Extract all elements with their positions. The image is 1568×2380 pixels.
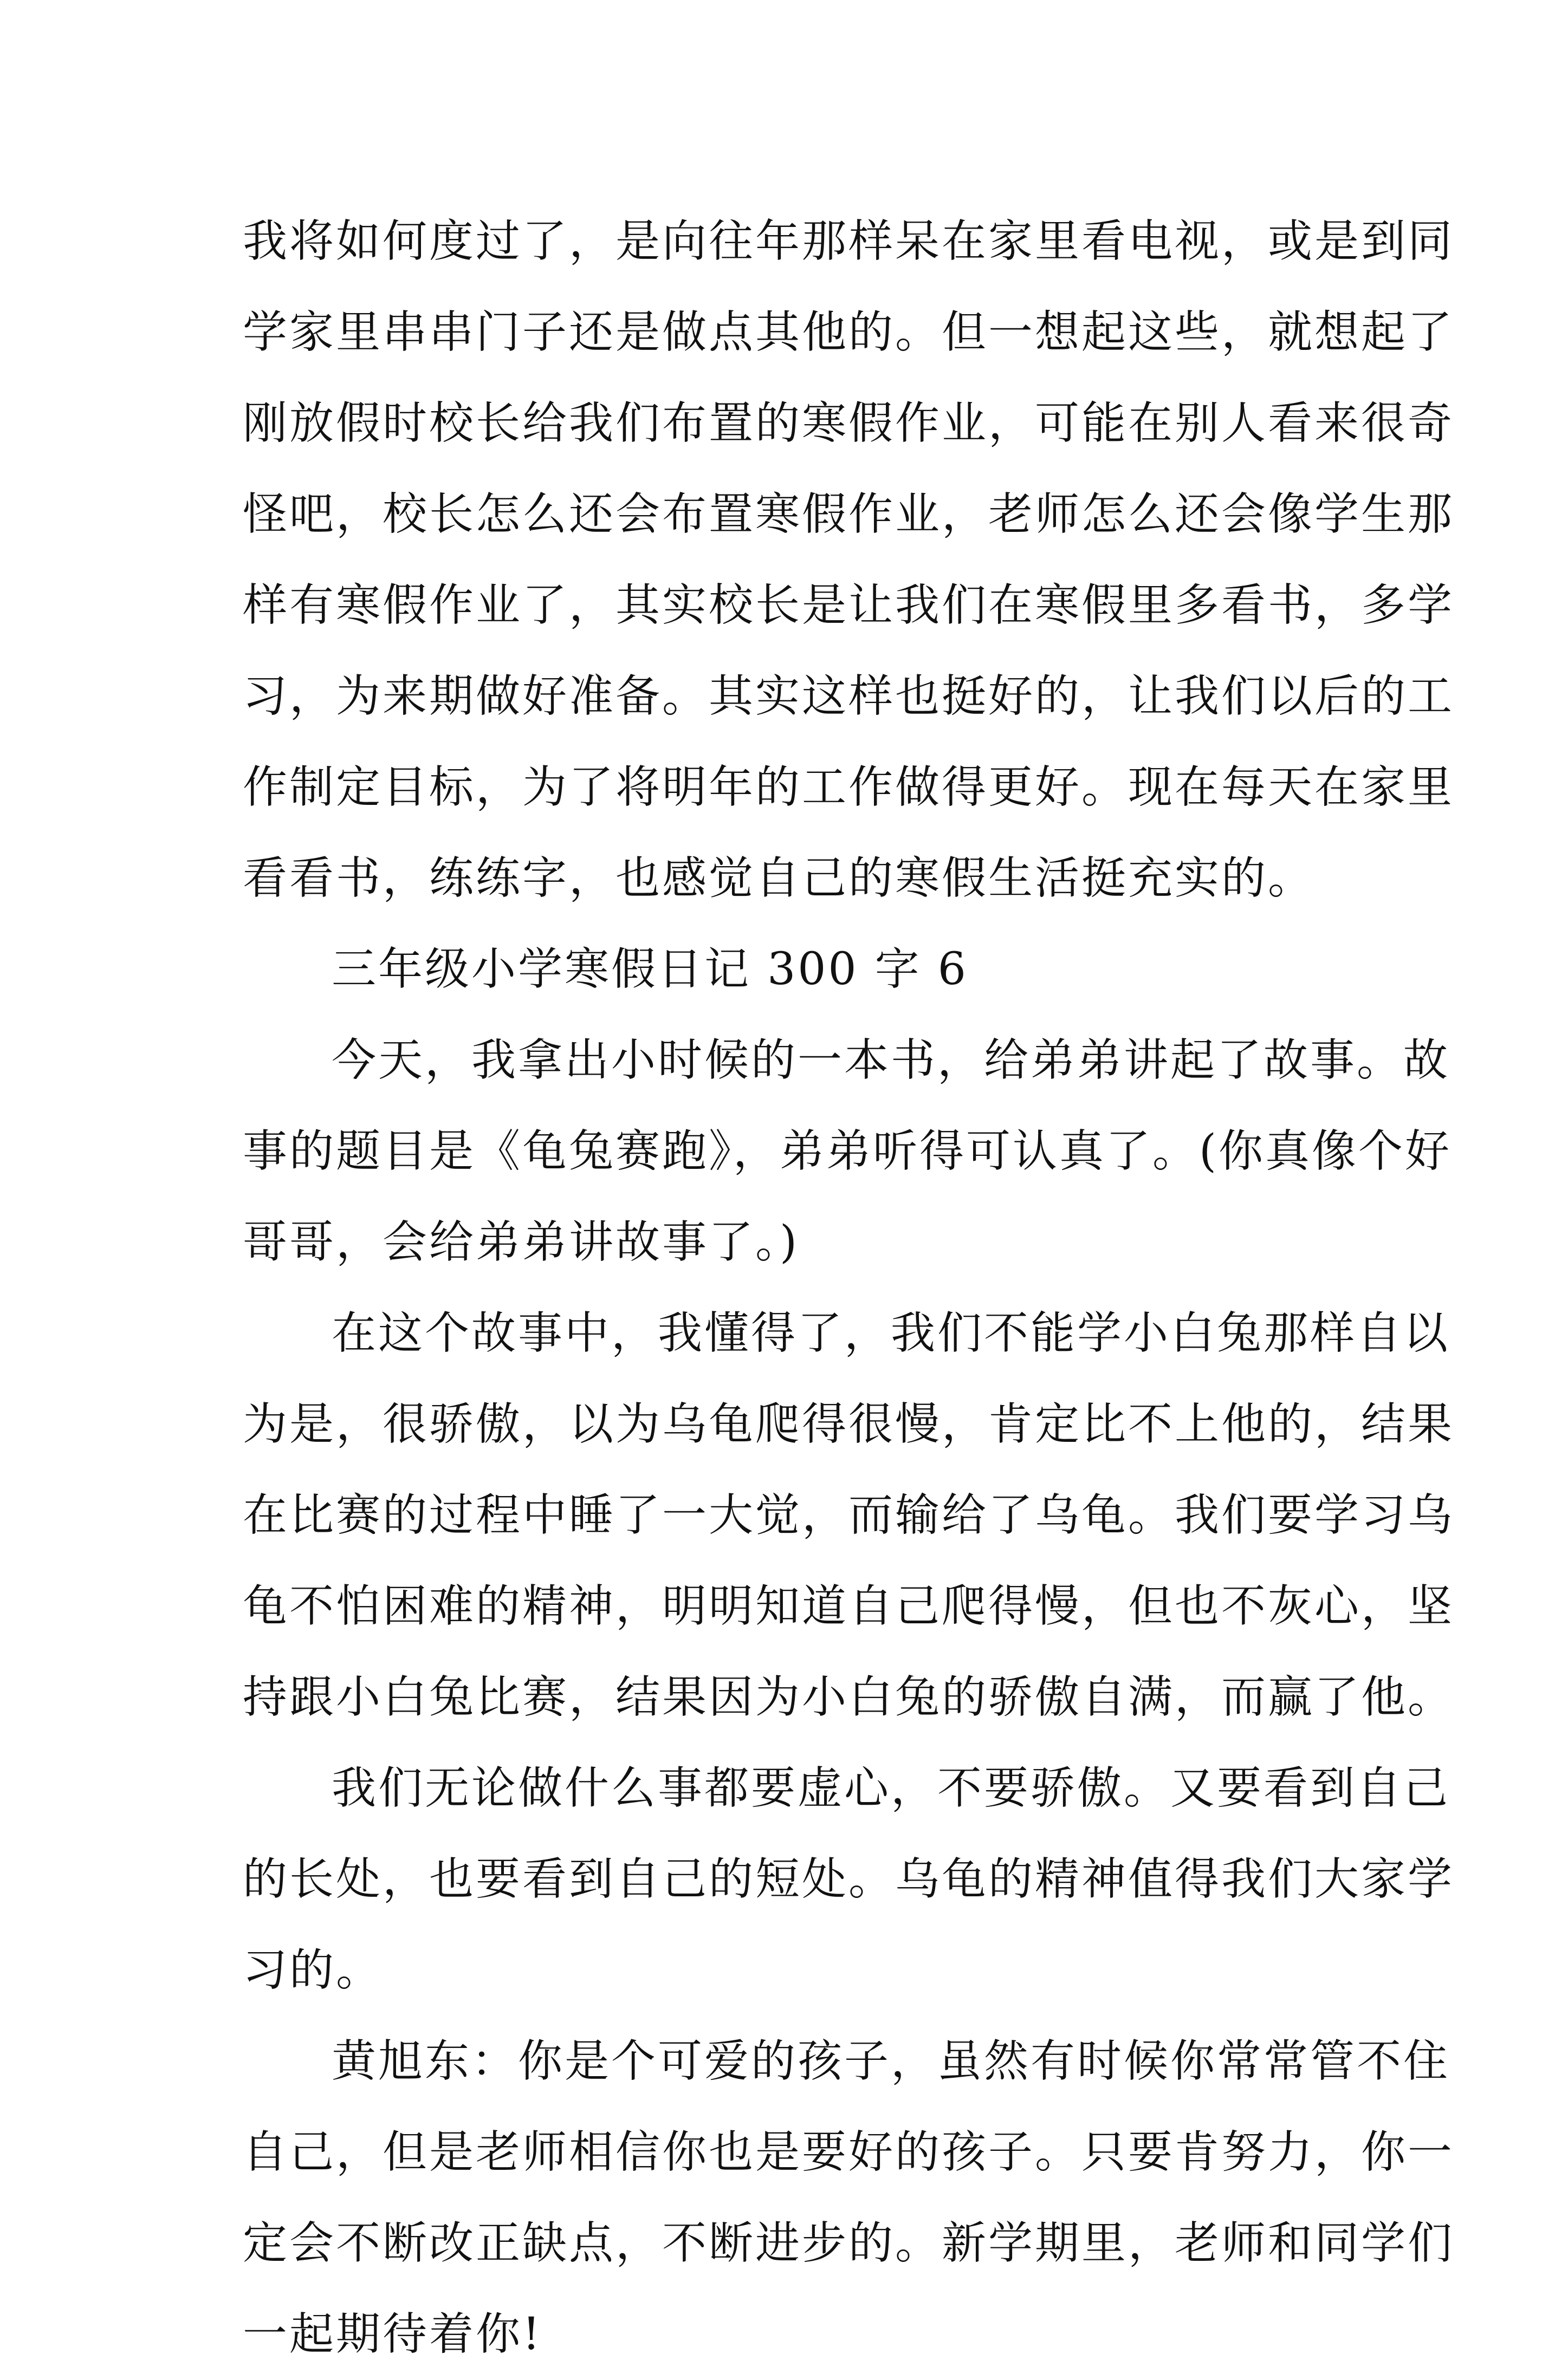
document-body [243,196,1455,2380]
text-line: 看看书，练练字，也感觉自己的寒假生活挺充实的。 [243,853,1315,904]
teacher-comment-line: 一起期待着你! [243,2309,542,2360]
text-line: 我将如何度过了，是向往年那样呆在家里看电视，或是到同 [243,216,1455,267]
text-line: 样有寒假作业了，其实校长是让我们在寒假里多看书，多学 [243,580,1455,631]
section-heading: 三年级小学寒假日记 300 字 6 [332,944,968,995]
text-line: 刚放假时校长给我们布置的寒假作业，可能在别人看来很奇 [243,398,1455,449]
text-line: 作制定目标，为了将明年的工作做得更好。现在每天在家里 [243,762,1455,813]
text-line: 今天，我拿出小时候的一本书，给弟弟讲起了故事。故 [332,1035,1450,1086]
text-line: 在这个故事中，我懂得了，我们不能学小白兔那样自以 [332,1308,1450,1359]
teacher-comment-line: 黄旭东：你是个可爱的孩子，虽然有时候你常常管不住 [332,2036,1450,2087]
teacher-comment-line: 定会不断改正缺点，不断进步的。新学期里，老师和同学们 [243,2218,1455,2269]
text-line: 习，为来期做好准备。其实这样也挺好的，让我们以后的工 [243,671,1455,722]
text-line: 龟不怕困难的精神，明明知道自己爬得慢，但也不灰心，坚 [243,1581,1455,1632]
text-line: 持跟小白兔比赛，结果因为小白兔的骄傲自满，而赢了他。 [243,1672,1455,1723]
text-line: 习的。 [243,1945,383,1996]
teacher-comment-line: 自己，但是老师相信你也是要好的孩子。只要肯努力，你一 [243,2127,1455,2178]
text-line: 学家里串串门子还是做点其他的。但一想起这些，就想起了 [243,307,1455,358]
text-line: 的长处，也要看到自己的短处。乌龟的精神值得我们大家学 [243,1854,1455,1905]
text-line: 在比赛的过程中睡了一大觉，而输给了乌龟。我们要学习乌 [243,1490,1455,1541]
text-line: 我们无论做什么事都要虚心，不要骄傲。又要看到自己 [332,1763,1450,1814]
text-line: 事的题目是《龟兔赛跑》，弟弟听得可认真了。(你真像个好 [243,1126,1452,1177]
text-line: 怪吧，校长怎么还会布置寒假作业，老师怎么还会像学生那 [243,489,1455,540]
text-line: 哥哥，会给弟弟讲故事了。) [243,1217,799,1268]
text-line: 为是，很骄傲，以为乌龟爬得很慢，肯定比不上他的，结果 [243,1399,1455,1450]
